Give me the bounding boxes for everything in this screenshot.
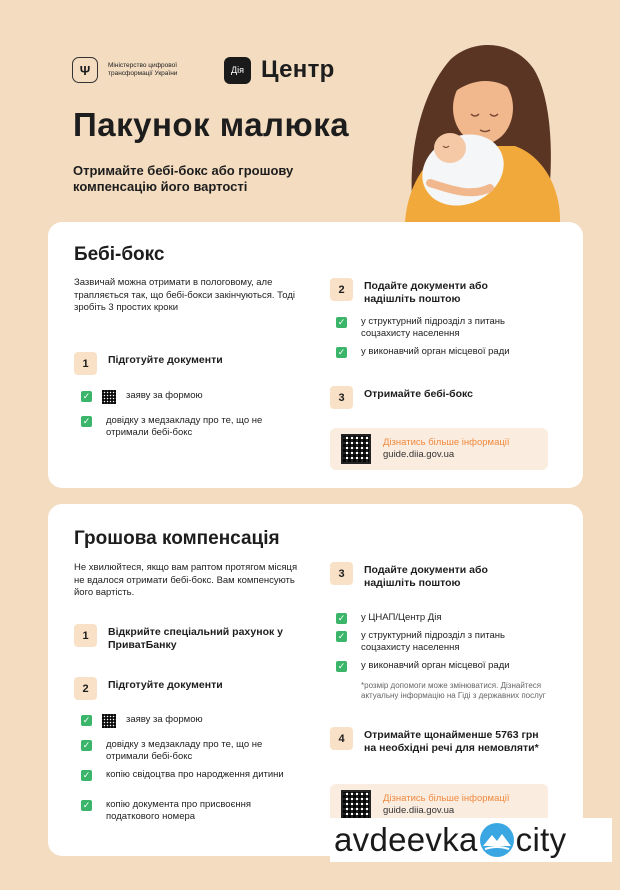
baby-step-3 [330,386,473,409]
baby-box-title: Бебі-бокс [74,244,165,265]
baby-box-card [48,222,583,488]
baby-step1-item: ✓ довідку з медзакладу про те, що не отримали бебі-бокс [82,415,263,438]
step-number: 4 [330,727,353,750]
guide-url[interactable]: guide.diia.gov.ua [383,805,455,816]
baby-step2-item: ✓ у структурний підрозділ з питань соцзахисту населення [337,316,505,339]
avdeevka-city-watermark [330,818,612,862]
money-step-1 [74,624,308,651]
more-info-link[interactable]: Дізнатись більше інформації [383,437,510,448]
money-intro: Не хвилюйтеся, якщо вам раптом протягом місяця не вдалося отримати бебі-бокс. Вам компенсують його вартість. [74,562,298,598]
check-icon: ✓ [82,391,91,401]
step-number: 3 [330,562,353,585]
step-label: Подайте документи або надішліть поштою [364,564,488,589]
money-card [48,504,583,856]
step-number: 2 [74,677,97,700]
step-label: Підготуйте документи [108,354,223,366]
step-number: 1 [74,624,97,647]
step-number: 2 [330,278,353,301]
step-label: Отримайте щонайменше 5763 грн на необхідні речі для немовляти* [364,729,539,754]
step-number: 3 [330,386,353,409]
check-icon: ✓ [82,800,91,810]
mother-with-baby-illustration [395,38,565,223]
baby-more-info[interactable] [330,428,548,470]
centr-label: Центр [261,56,335,83]
qr-code-icon [341,790,371,820]
page-title: Пакунок малюка [73,106,350,143]
watermark-left: avdeevka [334,821,478,858]
qr-icon [102,390,116,404]
check-icon: ✓ [82,770,91,780]
check-icon: ✓ [337,631,346,641]
money-step-4 [330,727,549,754]
money-step3-item: ✓ у виконавчий орган місцевої ради [337,660,510,671]
mountain-logo-icon [479,822,515,858]
qr-icon [102,714,116,728]
header-logos [72,56,335,84]
baby-step1-item: ✓ заяву за формою [81,390,203,404]
check-icon: ✓ [337,661,346,671]
check-icon: ✓ [82,416,91,426]
amount-note: *розмір допомоги може змінюватися. Дізнайтеся актуальну інформацію на Гіді з державних послуг [361,681,546,700]
check-icon: ✓ [337,317,346,327]
baby-step2-item: ✓ у виконавчий орган місцевої ради [337,346,510,357]
money-step-3 [330,562,504,589]
money-step2-item: ✓ заяву за формою [81,714,203,728]
page-subtitle: Отримайте бебі-бокс або грошову компенсацію його вартості [73,163,294,194]
watermark-right: city [515,821,567,858]
baby-step-2 [330,278,504,305]
step-label: Відкрийте спеціальний рахунок у ПриватБанку [108,626,283,651]
qr-code-icon [341,434,371,464]
money-step2-item: ✓ довідку з медзакладу про те, що не отримали бебі-бокс [82,739,263,762]
check-icon: ✓ [82,715,91,725]
more-info-link[interactable]: Дізнатись більше інформації [383,793,510,804]
money-step2-item: ✓ копію документа про присвоєння податкового номера [82,799,252,822]
check-icon: ✓ [337,347,346,357]
money-step3-item: ✓ у структурний підрозділ з питань соцзахисту населення [337,630,505,653]
check-icon: ✓ [337,613,346,623]
trident-icon: Ψ [72,57,98,83]
baby-box-intro: Зазвичай можна отримати в пологовому, але трапляється так, що бебі-бокси закінчуються. Тоді зробіть 3 простих кроки [74,277,295,313]
step-label: Подайте документи або надішліть поштою [364,280,488,305]
step-number: 1 [74,352,97,375]
diia-logo: Дія [224,57,251,84]
check-icon: ✓ [82,740,91,750]
money-step2-item: ✓ копію свідоцтва про народження дитини [82,769,284,780]
guide-url[interactable]: guide.diia.gov.ua [383,449,455,460]
ministry-name: Міністерство цифрової трансформації України [108,62,178,77]
step-label: Отримайте бебі-бокс [364,388,473,400]
money-title: Грошова компенсація [74,528,280,549]
step-label: Підготуйте документи [108,679,223,691]
money-step3-item: ✓ у ЦНАП/Центр Дія [337,612,442,623]
baby-step-1 [74,352,223,375]
money-step-2 [74,677,223,700]
